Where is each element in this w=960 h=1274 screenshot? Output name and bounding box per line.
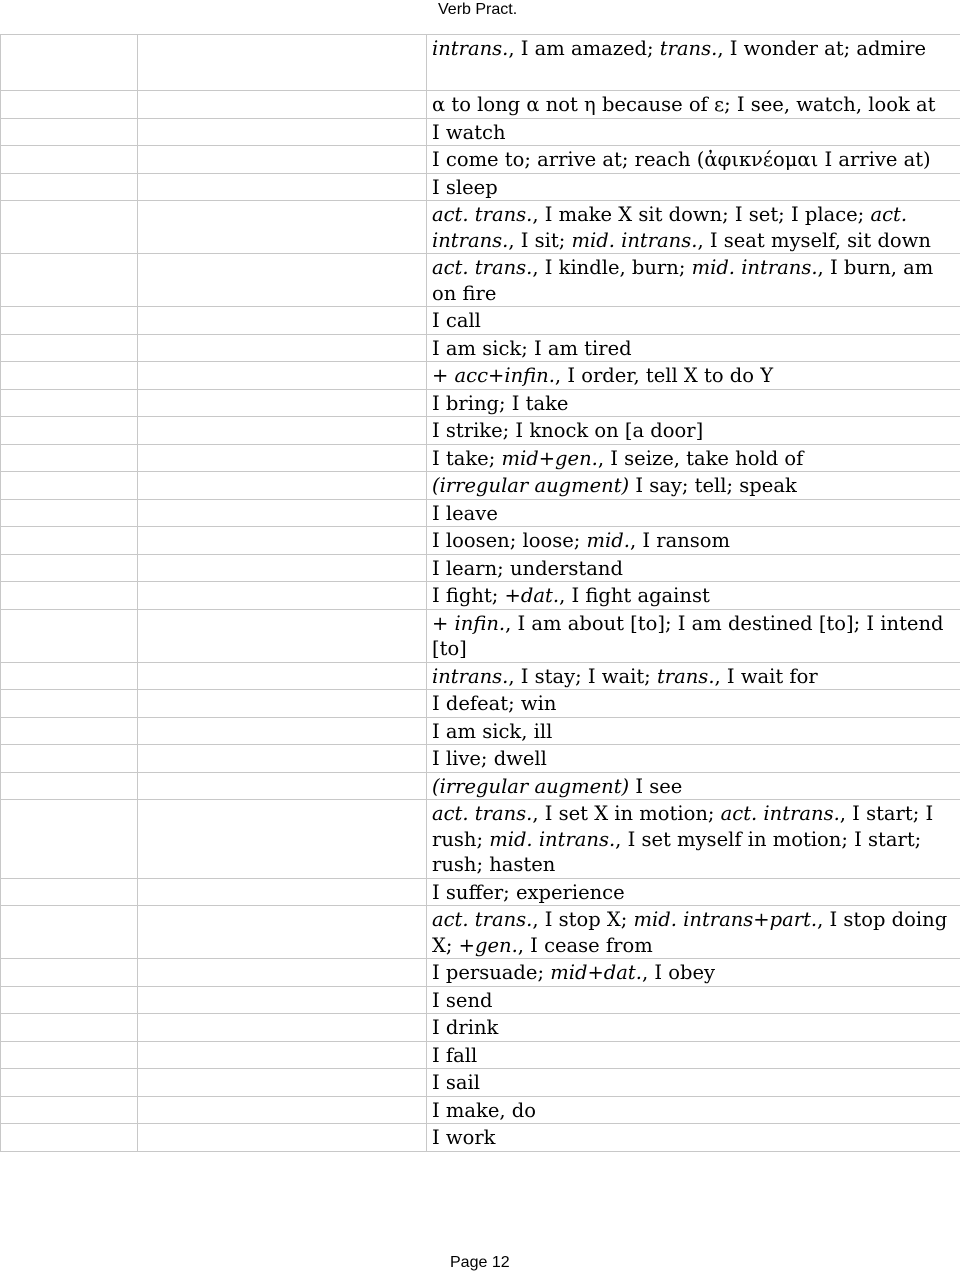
definition-cell xyxy=(427,745,960,773)
definition-cell xyxy=(427,878,960,906)
definition-text xyxy=(432,908,947,957)
definition-segment: I am sick, ill xyxy=(432,719,553,743)
definition-italic-segment: mid. intrans. xyxy=(571,228,698,252)
definition-segment: , I fight against xyxy=(559,584,710,607)
definition-cell xyxy=(427,662,960,690)
definition-segment: , I obey xyxy=(641,961,716,984)
definition-italic-segment: act. intrans. xyxy=(432,203,908,252)
definition-segment: , I am about [to]; I am destined [to]; I intend [to] xyxy=(432,611,944,660)
answer-cell xyxy=(138,91,427,119)
definition-cell xyxy=(427,307,960,335)
definition-cell xyxy=(427,389,960,417)
greek-verb-cell xyxy=(1,527,138,555)
table-row xyxy=(1,35,960,91)
greek-verb-cell xyxy=(1,717,138,745)
definition-text xyxy=(432,720,552,743)
answer-cell xyxy=(138,444,427,472)
definition-italic-segment: trans. xyxy=(656,664,715,688)
greek-verb-cell xyxy=(1,662,138,690)
table-row xyxy=(1,717,960,745)
definition-segment: I sail xyxy=(432,1071,481,1094)
table-row xyxy=(1,986,960,1014)
definition-italic-segment: (irregular augment) xyxy=(432,774,630,798)
table-row xyxy=(1,906,960,959)
answer-cell xyxy=(138,986,427,1014)
definition-italic-segment: mid. intrans. xyxy=(489,827,616,851)
answer-cell xyxy=(138,35,427,91)
definition-text xyxy=(432,93,935,116)
definition-italic-segment: mid+dat. xyxy=(550,961,642,984)
definition-segment: , I wonder at; admire xyxy=(717,37,927,60)
table-row xyxy=(1,609,960,662)
vocab-table-body xyxy=(1,35,960,1152)
table-row xyxy=(1,582,960,610)
table-row xyxy=(1,800,960,879)
table-row xyxy=(1,1069,960,1097)
definition-text xyxy=(432,176,498,199)
definition-segment: , I cease from xyxy=(517,933,653,957)
definition-text xyxy=(432,447,803,470)
greek-verb-cell xyxy=(1,906,138,959)
definition-text xyxy=(432,364,773,387)
greek-verb-cell xyxy=(1,745,138,773)
table-row xyxy=(1,444,960,472)
definition-segment: , I set myself in motion; I start; rush; hasten xyxy=(432,827,922,876)
greek-verb-cell xyxy=(1,254,138,307)
definition-text xyxy=(432,37,926,60)
greek-verb-cell xyxy=(1,389,138,417)
definition-segment: I say; tell; speak xyxy=(629,474,797,497)
definition-text xyxy=(432,802,933,876)
greek-verb-cell xyxy=(1,1096,138,1124)
definition-text xyxy=(432,203,931,252)
definition-text xyxy=(432,612,944,661)
greek-verb-cell xyxy=(1,35,138,91)
definition-cell xyxy=(427,173,960,201)
definition-segment: , I ransom xyxy=(629,529,730,552)
answer-cell xyxy=(138,959,427,987)
definition-cell xyxy=(427,334,960,362)
definition-italic-segment: mid. intrans. xyxy=(691,256,818,279)
definition-text xyxy=(432,584,710,607)
answer-cell xyxy=(138,146,427,174)
definition-text xyxy=(432,557,623,580)
definition-cell xyxy=(427,118,960,146)
table-row xyxy=(1,417,960,445)
answer-cell xyxy=(138,582,427,610)
definition-text xyxy=(432,961,715,984)
definition-segment: , I seize, take hold of xyxy=(597,446,804,470)
greek-verb-cell xyxy=(1,362,138,390)
definition-segment: I live; dwell xyxy=(432,747,547,770)
greek-verb-cell xyxy=(1,554,138,582)
definition-segment: , I start; I rush; xyxy=(432,802,934,851)
definition-segment: , I am amazed; xyxy=(508,37,660,60)
definition-segment: , I order, tell X to do Y xyxy=(554,364,774,387)
greek-verb-cell xyxy=(1,800,138,879)
table-row xyxy=(1,878,960,906)
greek-verb-cell xyxy=(1,1014,138,1042)
answer-cell xyxy=(138,118,427,146)
answer-cell xyxy=(138,906,427,959)
definition-segment: I take; xyxy=(432,446,502,470)
definition-text xyxy=(432,337,632,360)
definition-text xyxy=(432,747,547,770)
definition-segment: , I stop X; xyxy=(532,908,634,931)
definition-cell xyxy=(427,1069,960,1097)
definition-segment: I watch xyxy=(432,120,506,144)
definition-segment: , I stay; I wait; xyxy=(508,664,657,688)
answer-cell xyxy=(138,690,427,718)
greek-verb-cell xyxy=(1,307,138,335)
answer-cell xyxy=(138,1096,427,1124)
definition-segment: I come to; arrive at; reach (ἀφικνέομαι I arrive at) xyxy=(432,148,931,171)
definition-cell xyxy=(427,527,960,555)
greek-verb-cell xyxy=(1,499,138,527)
definition-italic-segment: mid. xyxy=(586,529,630,552)
table-row xyxy=(1,1124,960,1152)
table-row xyxy=(1,1041,960,1069)
definition-italic-segment: dat. xyxy=(520,584,560,607)
definition-segment: I call xyxy=(432,309,481,332)
definition-segment: I leave xyxy=(432,501,498,525)
table-row xyxy=(1,334,960,362)
definition-cell xyxy=(427,417,960,445)
definition-italic-segment: act. trans. xyxy=(432,908,533,931)
definition-italic-segment: intrans. xyxy=(432,664,509,688)
definition-text xyxy=(432,665,818,688)
answer-cell xyxy=(138,417,427,445)
definition-text xyxy=(432,1016,498,1039)
definition-text xyxy=(432,256,933,305)
definition-segment: I strike; I knock on [a door] xyxy=(432,419,704,442)
definition-text xyxy=(432,121,506,144)
answer-cell xyxy=(138,1124,427,1152)
definition-italic-segment: act. intrans. xyxy=(720,802,840,825)
greek-verb-cell xyxy=(1,444,138,472)
page-header-title: Verb Pract. xyxy=(438,1,518,18)
definition-text xyxy=(432,1099,536,1122)
greek-verb-cell xyxy=(1,173,138,201)
definition-italic-segment: (irregular augment) xyxy=(432,474,630,497)
table-row xyxy=(1,499,960,527)
greek-verb-cell xyxy=(1,1124,138,1152)
definition-segment: , I seat myself, sit down xyxy=(697,228,931,252)
greek-verb-cell xyxy=(1,334,138,362)
table-row xyxy=(1,91,960,119)
definition-text xyxy=(432,775,682,798)
definition-cell xyxy=(427,800,960,879)
page-number: Page 12 xyxy=(450,1254,510,1271)
definition-segment: I drink xyxy=(432,1016,499,1039)
table-row xyxy=(1,959,960,987)
definition-segment: I work xyxy=(432,1126,496,1149)
answer-cell xyxy=(138,772,427,800)
answer-cell xyxy=(138,1041,427,1069)
definition-segment: I fall xyxy=(432,1043,478,1067)
definition-segment: I make, do xyxy=(432,1098,536,1122)
definition-segment: I suffer; experience xyxy=(432,880,625,904)
definition-segment: I fight; + xyxy=(432,584,521,607)
table-row xyxy=(1,389,960,417)
definition-text xyxy=(432,419,703,442)
definition-cell xyxy=(427,609,960,662)
answer-cell xyxy=(138,878,427,906)
greek-verb-cell xyxy=(1,417,138,445)
answer-cell xyxy=(138,307,427,335)
definition-segment: , I wait for xyxy=(714,664,818,688)
table-row xyxy=(1,254,960,307)
definition-text xyxy=(432,881,625,904)
definition-text xyxy=(432,1126,495,1149)
definition-italic-segment: acc+infin. xyxy=(454,364,555,387)
definition-italic-segment: gen. xyxy=(475,933,518,957)
greek-verb-cell xyxy=(1,1041,138,1069)
table-row xyxy=(1,173,960,201)
definition-segment: I sleep xyxy=(432,175,498,199)
definition-segment: , I sit; xyxy=(508,228,572,252)
definition-segment: , I make X sit down; I set; I place; xyxy=(532,203,871,226)
greek-verb-cell xyxy=(1,91,138,119)
definition-segment: , I burn, am on fire xyxy=(432,256,934,305)
definition-segment: + xyxy=(432,611,455,635)
greek-verb-cell xyxy=(1,472,138,500)
table-row xyxy=(1,146,960,174)
table-row xyxy=(1,662,960,690)
table-row xyxy=(1,201,960,254)
definition-cell xyxy=(427,91,960,119)
answer-cell xyxy=(138,1014,427,1042)
definition-cell xyxy=(427,554,960,582)
definition-italic-segment: infin. xyxy=(454,611,506,635)
table-row xyxy=(1,362,960,390)
definition-italic-segment: act. trans. xyxy=(432,203,533,226)
definition-cell xyxy=(427,444,960,472)
definition-text xyxy=(432,1044,477,1067)
definition-cell xyxy=(427,1041,960,1069)
answer-cell xyxy=(138,554,427,582)
greek-verb-cell xyxy=(1,146,138,174)
table-row xyxy=(1,527,960,555)
table-row xyxy=(1,554,960,582)
table-row xyxy=(1,307,960,335)
vocab-table xyxy=(0,34,960,1152)
answer-cell xyxy=(138,173,427,201)
definition-italic-segment: mid. intrans+part. xyxy=(633,908,818,931)
definition-italic-segment: act. trans. xyxy=(432,802,533,825)
definition-text xyxy=(432,309,481,332)
definition-cell xyxy=(427,690,960,718)
definition-cell xyxy=(427,1014,960,1042)
definition-cell xyxy=(427,772,960,800)
greek-verb-cell xyxy=(1,609,138,662)
greek-verb-cell xyxy=(1,772,138,800)
definition-text xyxy=(432,692,556,715)
answer-cell xyxy=(138,201,427,254)
answer-cell xyxy=(138,662,427,690)
definition-segment: I bring; I take xyxy=(432,391,569,415)
definition-cell xyxy=(427,146,960,174)
definition-cell xyxy=(427,906,960,959)
definition-segment: α to long α not η because of ε; I see, watch, look at xyxy=(432,93,936,116)
greek-verb-cell xyxy=(1,690,138,718)
greek-verb-cell xyxy=(1,986,138,1014)
definition-segment: I see xyxy=(629,774,683,798)
definition-text xyxy=(432,148,931,171)
definition-text xyxy=(432,1071,480,1094)
definition-cell xyxy=(427,717,960,745)
definition-segment: I defeat; win xyxy=(432,692,557,715)
answer-cell xyxy=(138,362,427,390)
table-row xyxy=(1,690,960,718)
table-row xyxy=(1,472,960,500)
answer-cell xyxy=(138,254,427,307)
definition-segment: + xyxy=(432,364,455,387)
definition-segment: , I set X in motion; xyxy=(532,802,721,825)
table-row xyxy=(1,745,960,773)
definition-italic-segment: mid+gen. xyxy=(501,446,598,470)
definition-italic-segment: act. trans. xyxy=(432,256,533,279)
answer-cell xyxy=(138,1069,427,1097)
greek-verb-cell xyxy=(1,878,138,906)
definition-text xyxy=(432,474,797,497)
answer-cell xyxy=(138,389,427,417)
answer-cell xyxy=(138,527,427,555)
definition-cell xyxy=(427,582,960,610)
answer-cell xyxy=(138,499,427,527)
definition-italic-segment: intrans. xyxy=(432,37,509,60)
answer-cell xyxy=(138,745,427,773)
definition-segment: , I kindle, burn; xyxy=(532,256,692,279)
definition-text xyxy=(432,529,730,552)
greek-verb-cell xyxy=(1,959,138,987)
definition-cell xyxy=(427,959,960,987)
table-row xyxy=(1,1096,960,1124)
answer-cell xyxy=(138,472,427,500)
table-row xyxy=(1,772,960,800)
definition-cell xyxy=(427,254,960,307)
greek-verb-cell xyxy=(1,118,138,146)
definition-segment: , I stop doing X; + xyxy=(432,908,948,957)
definition-cell xyxy=(427,1124,960,1152)
definition-segment: I send xyxy=(432,988,493,1012)
answer-cell xyxy=(138,609,427,662)
definition-cell xyxy=(427,499,960,527)
answer-cell xyxy=(138,334,427,362)
definition-segment: I am sick; I am tired xyxy=(432,336,632,360)
definition-text xyxy=(432,502,498,525)
definition-segment: I persuade; xyxy=(432,961,551,984)
definition-cell xyxy=(427,986,960,1014)
answer-cell xyxy=(138,800,427,879)
definition-cell xyxy=(427,35,960,91)
table-row xyxy=(1,118,960,146)
definition-segment: I loosen; loose; xyxy=(432,529,587,552)
table-row xyxy=(1,1014,960,1042)
definition-cell xyxy=(427,472,960,500)
definition-italic-segment: trans. xyxy=(659,37,718,60)
definition-text xyxy=(432,989,493,1012)
greek-verb-cell xyxy=(1,1069,138,1097)
definition-cell xyxy=(427,362,960,390)
answer-cell xyxy=(138,717,427,745)
greek-verb-cell xyxy=(1,582,138,610)
definition-cell xyxy=(427,1096,960,1124)
definition-cell xyxy=(427,201,960,254)
definition-segment: I learn; understand xyxy=(432,556,623,580)
greek-verb-cell xyxy=(1,201,138,254)
definition-text xyxy=(432,392,568,415)
